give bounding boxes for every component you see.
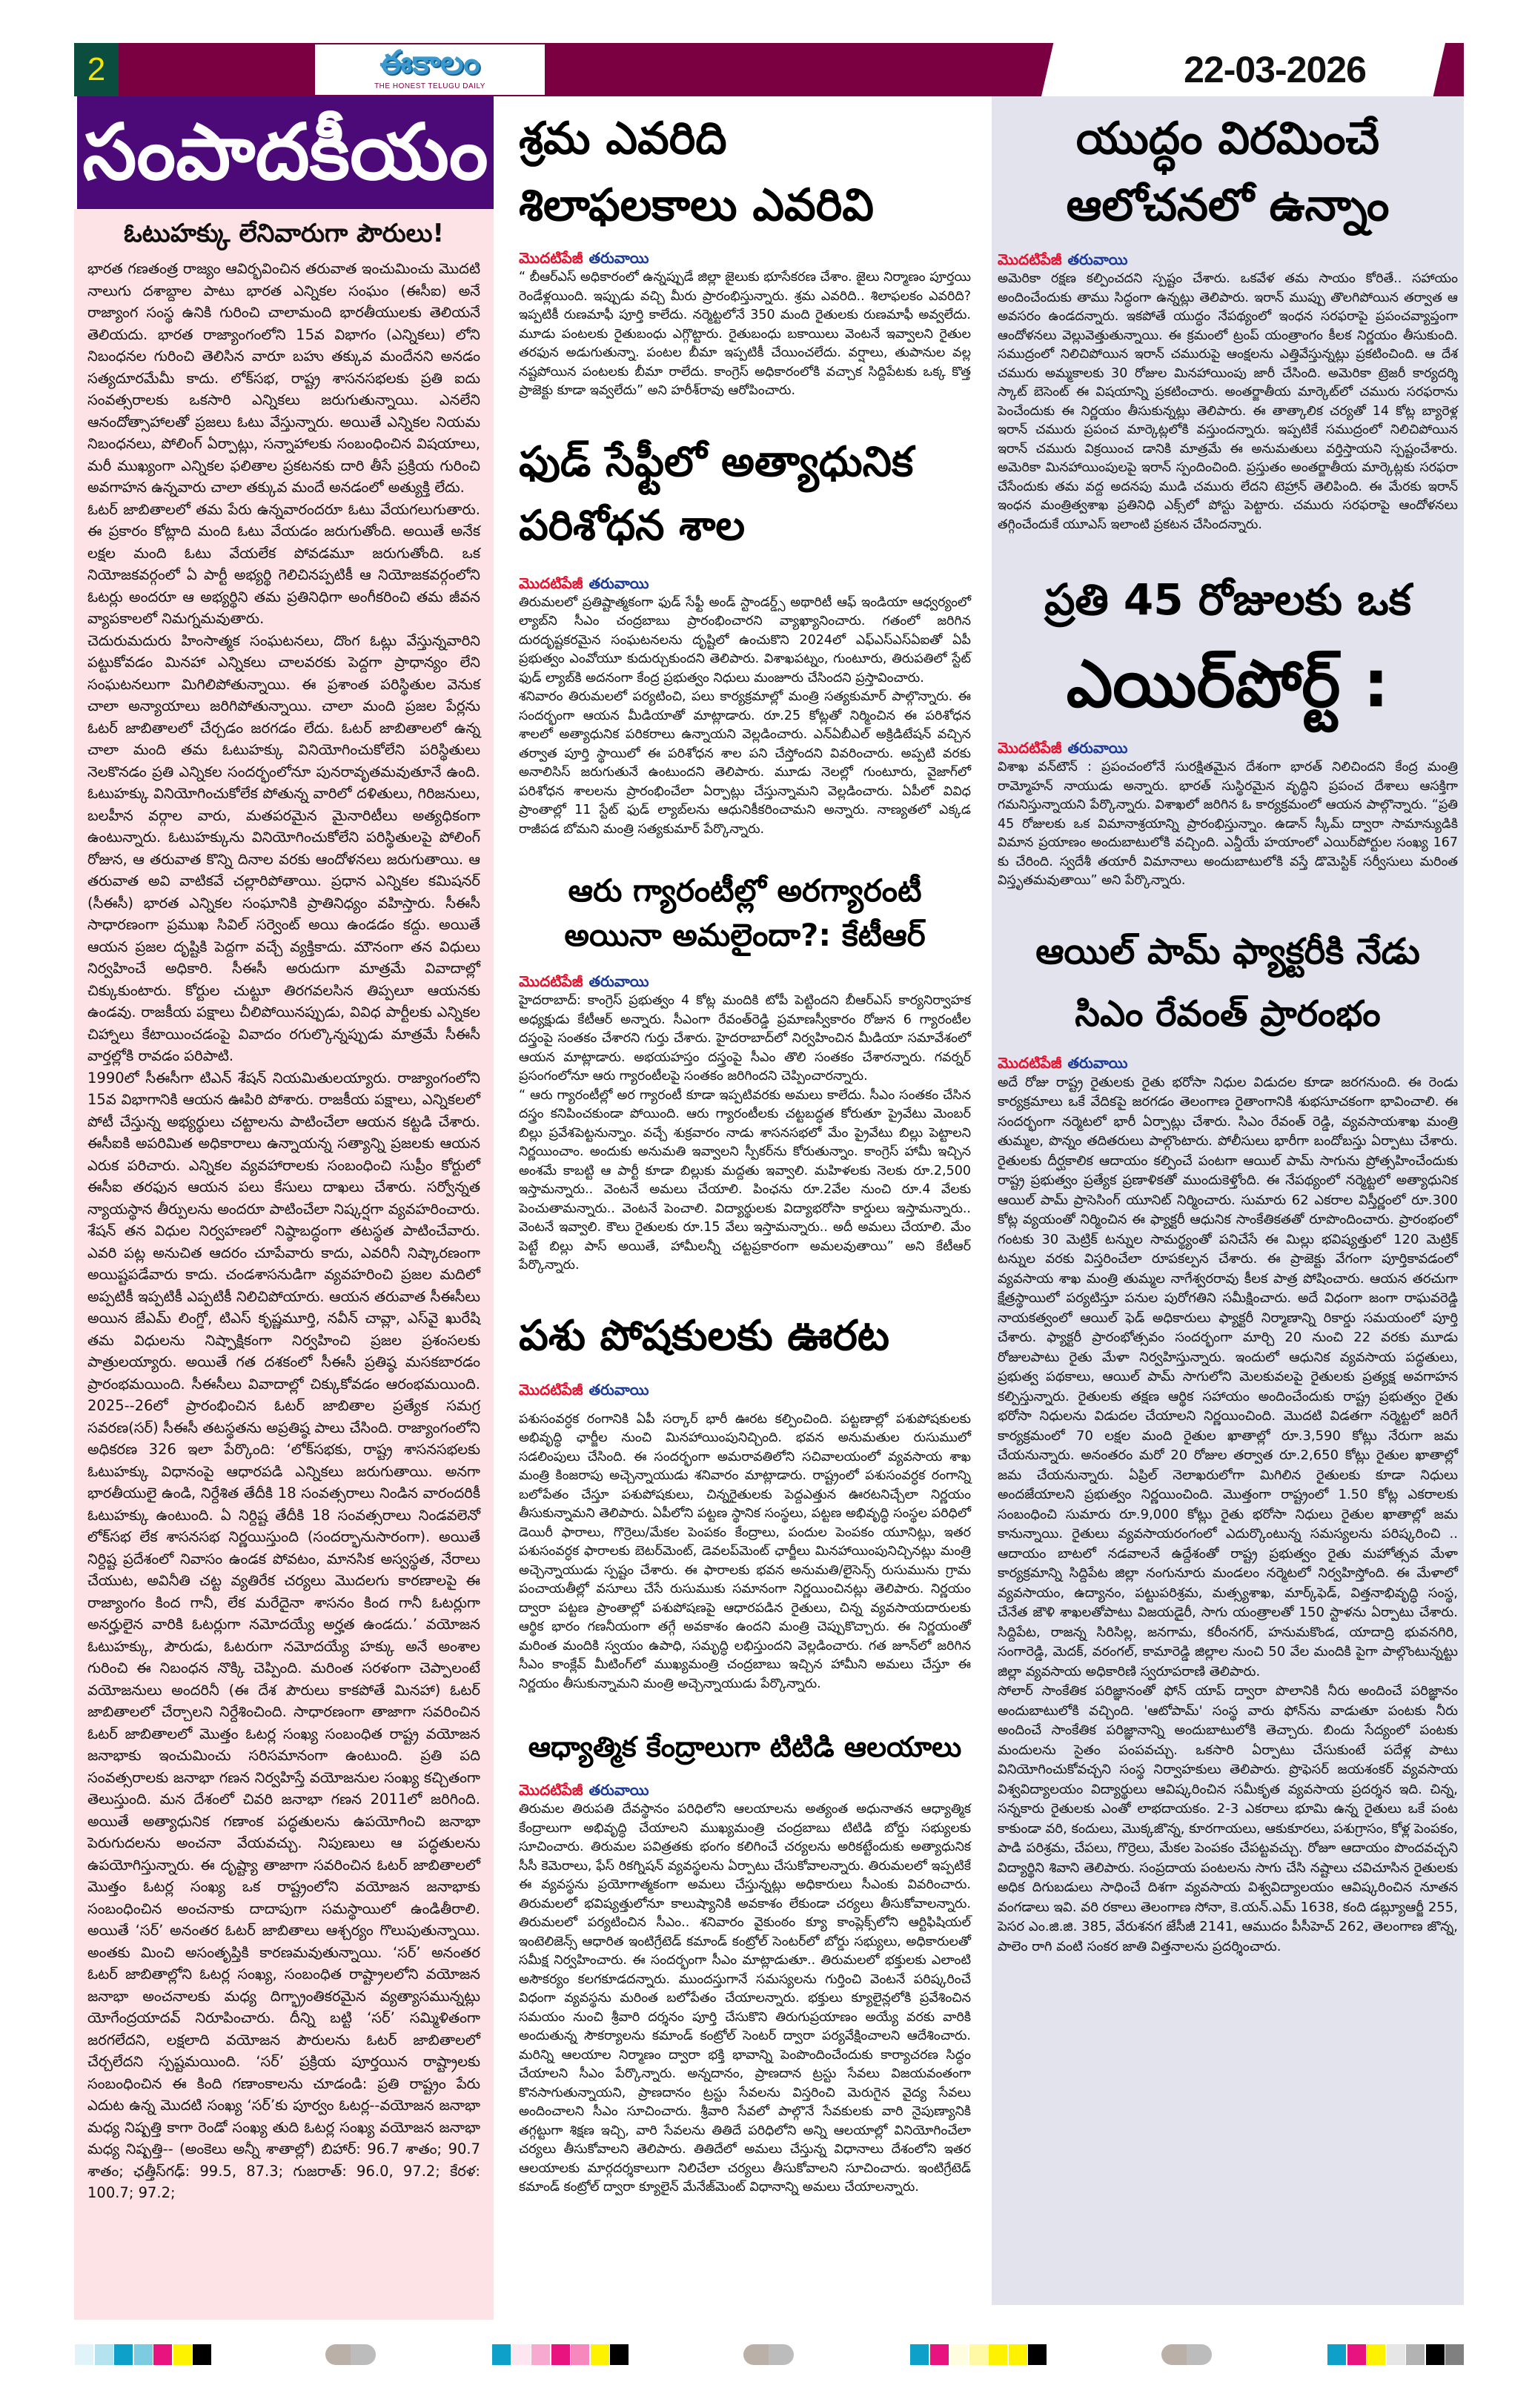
- continued-byline: [519, 248, 971, 268]
- article-shrama: [519, 105, 971, 401]
- color-swatch: [571, 2344, 589, 2365]
- headline-line: ఆధ్యాత్మిక కేంద్రాలుగా టిటిడి ఆలయాలు: [528, 1731, 962, 1763]
- color-swatch: [1367, 2344, 1385, 2365]
- byline-blue: తరువాయి: [588, 574, 649, 592]
- article-airport: [998, 564, 1458, 891]
- byline-red: మొదటిపేజీ: [998, 1053, 1062, 1072]
- byline-red: మొదటిపేజీ: [519, 1781, 583, 1799]
- headline-line: ఎయిర్‌పోర్ట్ :: [1066, 646, 1390, 722]
- paragraph: హైదరాబాద్: కాంగ్రెస్ ప్రభుత్వం 4 కోట్ల మందికి టోపీ పెట్టిందని బీఆర్ఎస్ కార్యనిర్వాహక అధ్యక్షుడు కేటీఆర్ అన్నారు. సీఎంగా రేవంత్‌రెడ్డి ప్రమాణస్వీకారం రోజున 6 గ్యారంటీల దస్త్రంపై సంతకం చేశారని గుర్తు చేశారు. హైదరాబాద్‌లో నిర్వహించిన మీడియా సమావేశంలో ఆయన మాట్లాడారు. అభయహస్తం దస్త్రంపై సీఎం తొలి సంతకం చేశారన్నారు. గవర్నర్ ప్రసంగంలోనూ ఆరు గ్యారంటీలపై సంతకం జరిగిందని చెప్పించారన్నారు.: [519, 993, 971, 1084]
- editorial-body: [87, 258, 480, 2204]
- paragraph: సోలార్ సాంకేతిక పరిజ్ఞానంతో ఫోన్ యాప్ ద్వారా పొలానికి నీరు అందించే పరిజ్ఞానం అందుబాటులోకి వచ్చింది. 'ఆటోపామ్' సంస్థ వారు ఫోన్‌ను వాడుతూ పంటకు నీరు అందించే సాంకేతిక పరిజ్ఞానాన్ని అందుబాటులోకి తెచ్చారు. బిందు సేద్యంలో పంటకు మందులను సైతం పంపవచ్చు. ఒకసారి ఏర్పాటు చేసుకుంటే పదేళ్ల పాటు వినియోగించుకోవచ్చని సంస్థ నిర్వాహకులు తెలిపారు. ప్రొఫెసర్ జయశంకర్ వ్యవసాయ విశ్వవిద్యాలయం విద్యార్థులు ఆవిష్కరించిన సమీకృత వ్యవసాయ ప్రదర్శన ఇది. చిన్న, సన్నకారు రైతులకు ఎంతో లాభదాయకం. 2-3 ఎకరాలు భూమి ఉన్న రైతులు ఒకే పంట కాకుండా వరి, కందులు, మొక్కజొన్న, కూరగాయలు, ఆకుకూరలు, పశుగ్రాసం, కోళ్ల పెంపకం, పాడి పరిశ్రమ, చేపలు, గొర్రెలు, మేకల పెంపకం చేపట్టవచ్చు. రోజూ ఆదాయం పొందవచ్చని విద్యార్థిని శివాని తెలిపారు. సంప్రదాయ పంటలను సాగు చేసి నష్టాలు చవిచూసిన రైతులకు అధిక దిగుబడులు సాధించే దిశగా వ్యవసాయ విశ్వవిద్యాలయం ఆవిష్కరించిన నూతన వంగడాలు ఇవి. వరి రకాలు తెలంగాణ సోనా, కె.యన్.ఎమ్ 1638, కంది డబ్ల్యూఆర్జీ 255, పెసర ఎం.జి.జి. 385, వేరుశనగ జేసీజీ 2141, ఆముదం పీసీహెచ్ 262, తెలంగాణ జొన్న, పాలెం రాగి వంటి సంకర జాతి విత్తనాలను ప్రదర్శించారు.: [998, 1683, 1458, 1954]
- color-swatch: [1426, 2344, 1445, 2365]
- color-swatch: [610, 2344, 629, 2365]
- color-swatch: [75, 2344, 93, 2365]
- color-swatch: [173, 2344, 192, 2365]
- color-swatch: [1406, 2344, 1425, 2365]
- article-livestock: [519, 1305, 971, 1694]
- byline-blue: తరువాయి: [588, 249, 649, 267]
- article-ktr: [519, 869, 971, 1276]
- color-swatch: [134, 2344, 153, 2365]
- article-food-safety: [519, 431, 971, 840]
- paragraph: తిరుమల తిరుపతి దేవస్థానం పరిధిలోని ఆలయాలను అత్యంత అధునాతన ఆధ్యాత్మిక కేంద్రాలుగా అభివృద్ధి చేయాలని ముఖ్యమంత్రి చంద్రబాబు టిటిడి బోర్డు సభ్యులకు సూచించారు. తిరుమల పవిత్రతకు భంగం కలిగించే చర్యలను అరికట్టేందుకు అత్యాధునిక సీసీ కెమెరాలు, ఫేస్ రికగ్నిషన్ వ్యవస్థలను ఏర్పాటు చేసుకోవాలన్నారు. తిరుమలలో ఇప్పటికే ఈ వ్యవస్థను ప్రయోగాత్మకంగా అమలు చేస్తున్నట్లు అధికారులు సీఎంకు వివరించారు. తిరుమలలో భవిష్యత్తులోనూ కాలుష్యానికి అవకాశం లేకుండా చర్యలు తీసుకోవాలన్నారు. తిరుమలలో పర్యటించిన సీఎం.. శనివారం వైకుంఠం క్యూ కాంప్లెక్స్‌లోని ఆర్టిఫిషియల్ ఇంటెలిజెన్స్ ఆధారిత ఇంటిగ్రేటెడ్ కమాండ్ కంట్రోల్ సెంటర్‌లో బోర్డు సభ్యులు, అధికారులతో సమీక్ష నిర్వహించారు. ఈ సందర్భంగా సీఎం మాట్లాడుతూ.. తిరుమలలో భక్తులకు ఎలాంటి అసౌకర్యం కలగకూడదన్నారు. ముందస్తుగానే సమస్యలను గుర్తించి వెంటనే పరిష్కరించే విధంగా వ్యవస్థను మరింత బలోపేతం చేయాలన్నారు. భక్తులు క్యూలైన్లలోకి ప్రవేశించిన సమయం నుంచి శ్రీవారి దర్శనం పూర్తి చేసుకొని తిరుగుప్రయాణం అయ్యే వరకు వారికి అందుతున్న సౌకర్యాలను కమాండ్ కంట్రోల్ సెంటర్ ద్వారా పర్యవేక్షించాలని ఆదేశించారు. మరిన్ని ఆలయాల నిర్మాణం ద్వారా భక్తి భావాన్ని పెంపొందించేందుకు కార్యాచరణ సిద్ధం చేయాలని సీఎం పేర్కొన్నారు. అన్నదానం, ప్రాణదాన ట్రస్టు సేవలు విజయవంతంగా కొనసాగుతున్నాయని, ప్రాణదానం ట్రస్టు సేవలను విస్తరించి మెరుగైన వైద్య సేవలు అందించాలని సీఎం సూచించారు. శ్రీవారి సేవలో పాల్గొనే సేవకులకు వారి నైపుణ్యానికి తగ్గట్టుగా శిక్షణ ఇచ్చి, వారి సేవలను తితిదే పరిధిలోని అన్ని ఆలయాల్లో వినియోగించేలా చర్యలు తీసుకోవాలని తెలిపారు. తితిదేలో అమలు చేస్తున్న విధానాలు దేశంలోని ఇతర ఆలయాలకు మార్గదర్శకాలుగా నిలిచేలా చర్యలు తీసుకోవాలని సూచించారు. ఇంటిగ్రేటెడ్ కమాండ్ కంట్రోల్ ద్వారా క్యూలైన్ మేనేజ్‌మెంట్ విధానాన్ని అమలు చేయాలన్నారు.: [519, 1802, 971, 2195]
- color-swatch: [910, 2344, 929, 2365]
- color-swatch: [492, 2344, 511, 2365]
- paragraph: 1990లో సీఈసీగా టిఎన్ శేషన్ నియమితులయ్యారు. రాజ్యాంగంలోని 15వ విభాగానికి ఆయన ఊపిరి పోశారు. రాజకీయ పక్షాలు, ఎన్నికలలో పోటీ చేస్తున్న అభ్యర్థులు చట్టాలను పాటించేలా ఆయన కట్టడి చేశారు. ఈసీఐకి అపరిమిత అధికారాలు ఉన్నాయన్న సత్యాన్ని ప్రజలకు ఆయన ఎరుక పరిచారు. ఎన్నికల వ్యవహారాలకు సంబంధించి సుప్రీం కోర్టులో ఈసీఐ తరఫున ఆయన పలు కేసులు దాఖలు చేశారు. సర్వోన్నత న్యాయస్థాన తీర్పులను అందరూ పాటించేలా నిష్కర్షగా వ్యవహరించారు. శేషన్ తన విధుల నిర్వహణలో నిష్ఠాబద్ధంగా తటస్థత పాటించేవారు. ఎవరి పట్ల అనుచిత ఆదరం చూపేవారు కాదు, ఎవరినీ నిష్కారణంగా అయిష్టపడేవారు కాదు. చండశాసనుడిగా వ్యవహరించి ప్రజల మదిలో అప్పటికీ ఇప్పటికీ ఎప్పటికీ నిలిచిపోయారు. ఆయన తరువాత సీఈసీలు అయిన జేఎమ్ లింగ్డో, టిఎస్ కృష్ణమూర్తి, నవీన్ చావ్లా, ఎస్‌వై ఖురేషి తమ విధులను నిష్పాక్షికంగా నిర్వహించి ప్రజల ప్రశంసలకు పాత్రులయ్యారు. అయితే గత దశకంలో సీఈసీ ప్రతిష్ఠ మసకబారడం ప్రారంభమయింది. సీఈసీలు వివాదాల్లో చిక్కుకోవడం ఆరంభమయింది. 2025--26లో ప్రారంభించిన ఓటర్ జాబితాల ప్రత్యేక సమగ్ర సవరణ(సర్) సీఈసీ తటస్థతను అప్రతిష్ఠ పాలు చేసింది. రాజ్యాంగంలోని అధికరణ 326 ఇలా పేర్కొంది: ‘లోక్‌సభకు, రాష్ట్ర శాసనసభలకు ఓటుహక్కు విధానంపై ఆధారపడి ఎన్నికలు జరుగుతాయి. అనగా భారతీయులై ఉండి, నిర్దేశిత తేదీకి 18 సంవత్సరాలు నిండిన వారందరికీ ఓటుహక్కు ఉంటుంది. ఏ నిర్దిష్ట తేదీకి 18 సంవత్సరాలు నిండవలెనో లోక్‌సభ లేక శాసనసభ నిర్ణయిస్తుంది (సందర్భానుసారంగా). అయితే నిర్దిష్ట ప్రదేశంలో నివాసం ఉండక పోవటం, మానసిక అస్వస్థత, నేరాలు చేయుట, అవినీతి చట్ట వ్యతిరేక చర్యలు మొదలగు కారణాలపై ఈ రాజ్యాంగం కింద గానీ, లేక మరేదైనా శాసనం కింద గానీ ఓటర్లుగా అనర్హులైన వారికి ఓటర్లుగా నమోదయ్యే అర్హత ఉండదు.’ వయోజన ఓటుహక్కు, పౌరుడు, ఓటరుగా నమోదయ్యే హక్కు అనే అంశాల గురించి ఈ నిబంధన నొక్కి చెప్పింది. మరింత సరళంగా చెప్పాలంటే వయోజనులు అందరినీ (ఈ దేశ పౌరులు కాకపోతే మినహా) ఓటర్ జాబితాలలో చేర్చాలని నిర్దేశించింది. సాధారణంగా తాజాగా సవరించిన ఓటర్ జాబితాలలో మొత్తం ఓటర్ల సంఖ్య సంబంధిత రాష్ట్ర వయోజన జనాభాకు ఇంచుమించు సరిసమానంగా ఉంటుంది. ప్రతి పది సంవత్సరాలకు జనాభా గణన నిర్వహిస్తే వయోజనుల సంఖ్య కచ్చితంగా తెలుస్తుంది. మన దేశంలో చివరి జనాభా గణన 2011లో జరిగింది. అయితే అత్యాధునిక గణాంక పద్ధతులను ఉపయోగించి జనాభా పెరుగుదలను అంచనా వేయవచ్చు. నిపుణులు ఆ పద్ధతులను ఉపయోగిస్తున్నారు. ఈ దృష్ట్యా తాజాగా సవరించిన ఓటర్ జాబితాలలో మొత్తం ఓటర్ల సంఖ్య ఒక రాష్ట్రంలోని వయోజన జనాభాకు సంబంధించిన అంచనాకు దాదాపుగా సమస్థాయిలో ఉండితీరాలి. అయితే ‘సర్’ అనంతర ఓటర్ జాబితాలు ఆశ్చర్యం గొలుపుతున్నాయి. అంతకు మించి అసంతృప్తికి కారణమవుతున్నాయి. ‘సర్’ అనంతర ఓటర్ జాబితాల్లోని ఓటర్ల సంఖ్య, సంబంధిత రాష్ట్రాలలోని వయోజన జనాభా అంచనాలకు మధ్య దిగ్భ్రాంతికరమైన వ్యత్యాసమున్నట్లు యోగేంద్రయాదవ్ నిరూపించారు. దీన్ని బట్టి ‘సర్’ సమ్మిళితంగా జరగలేదని, లక్షలాది వయోజన పౌరులను ఓటర్ జాబితాలలో చేర్చలేదని స్పష్టమయింది. ‘సర్’ ప్రక్రియ పూర్తయిన రాష్ట్రాలకు సంబంధించిన ఈ కింది గణాంకాలను చూడండి: ప్రతి రాష్ట్రం పేరు ఎదుట ఉన్న మొదటి సంఖ్య ‘సర్’కు పూర్వం ఓటర్ల--వయోజన జనాభా మధ్య నిష్పత్తి కాగా రెండో సంఖ్య తుది ఓటర్ల సంఖ్య వయోజన జనాభా మధ్య నిష్పత్తి-- (అంకెలు అన్నీ శాతాల్లో) బిహార్: 96.7 శాతం; 90.7 శాతం; ఛత్తీస్‌గఢ్: 99.5, 87.3; గుజరాత్: 96.0, 97.2; కేరళ: 100.7; 97.2;: [87, 1069, 480, 2201]
- byline-red: మొదటిపేజీ: [998, 251, 1062, 268]
- headline-line: ప్రతి 45 రోజులకు ఒక: [1044, 574, 1411, 625]
- byline-blue: తరువాయి: [588, 972, 649, 990]
- color-swatch: [551, 2344, 570, 2365]
- article-headline: [519, 105, 971, 239]
- continued-byline: [519, 1379, 971, 1400]
- article-headline: [998, 921, 1458, 1045]
- color-swatch: [591, 2344, 609, 2365]
- article-body: [519, 1410, 971, 1694]
- paragraph: శనివారం తిరుమలలో పర్యటించి, పలు కార్యక్రమాల్లో మంత్రి సత్యకుమార్ పాల్గొన్నారు. ఈ సందర్భంగా ఆయన మీడియాతో మాట్లాడారు. రూ.25 కోట్లతో నిర్మించిన ఈ పరిశోధన శాలలో అత్యాధునిక పరికరాలు ఉన్నాయని వెల్లడించారు. ఎన్ఏబీఎల్ అక్రిడిటేషన్ వచ్చిన తర్వాత పూర్తి స్థాయిలో ఈ పరిశోధన శాల పని చేస్తోందని వివరించారు. అప్పటి వరకు అనాలిసిస్ జరుగుతునే ఉంటుందని తెలిపారు. మూడు నెలల్లో గుంటూరు, వైజాగ్‌లో పరిశోధన శాలలను ప్రారంభించేలా ఏర్పాట్లు చేస్తున్నామని వెల్లడించారు. ఏపీలో వివిధ ప్రాంతాల్లో 11 స్టేట్ ఫుడ్ ల్యాబ్‌లను ఆధునికీకరించామని అన్నారు. నాణ్యతలో ఎక్కడ రాజీపడ బోమని మంత్రి సత్యకుమార్ పేర్కొన్నారు.: [519, 689, 971, 837]
- article-body: [519, 992, 971, 1276]
- headline-line: సిఎం రేవంత్ ప్రారంభం: [1075, 992, 1381, 1035]
- headline-line: అయినా అమలైందా?: కేటీఆర్: [564, 917, 926, 953]
- byline-red: మొదటిపేజీ: [519, 574, 583, 592]
- logo-text: ఈకాలం: [379, 44, 480, 82]
- registration-mark: [743, 2344, 794, 2365]
- color-swatch: [969, 2344, 988, 2365]
- headline-line: శ్రమ ఎవరిది: [519, 113, 727, 165]
- article-body: [519, 594, 971, 840]
- color-swatch: [1028, 2344, 1047, 2365]
- color-swatch: [153, 2344, 172, 2365]
- page-number: 2: [74, 43, 119, 96]
- article-body: [998, 270, 1458, 534]
- paragraph: “ ఆరు గ్యారంటీల్లో అర గ్యారంటీ కూడా ఇప్పటివరకు అమలు కాలేదు. సీఎం సంతకం చేసిన దస్త్రం కనిపించకుండా పోయింది. ఆరు గ్యారంటీలకు చట్టబద్ధత కోరుతూ ప్రైవేటు మెంబర్ బిల్లు ప్రవేశపెట్టనున్నాం. వచ్చే శుక్రవారం నాడు శాసనసభలో మేం ప్రైవేటు బిల్లు పెట్టాలని నిర్ణయించాం. అందుకు అనుమతి ఇవ్వాలని స్పీకర్‌ను కోరుతున్నాం. కాంగ్రెస్ హామీ ఇచ్చిన అంశమే కాబట్టి ఆ పార్టీ కూడా బిల్లుకు మద్దతు ఇవ్వాలి. మహిళలకు నెలకు రూ.2,500 ఇస్తామన్నారు.. వెంటనే అమలు చేయాలి. పింఛను రూ.2వేల నుంచి రూ.4 వేలకు పెంచుతామన్నారు.. వెంటనే పెంచాలి. విద్యార్థులకు విద్యాభరోసా కార్డులు ఇస్తామన్నారు.. వెంటనే ఇవ్వాలి. కౌలు రైతులకు రూ.15 వేలు ఇస్తామన్నారు.. అదీ అమలు చేయాలి. మేం పెట్టే బిల్లు పాస్ అయితే, హామీలన్నీ చట్టప్రకారంగా అమలవుతాయి” అని కేటీఆర్ పేర్కొన్నారు.: [519, 1087, 971, 1273]
- paragraph: విశాఖ వన్‌టౌన్ : ప్రపంచంలోనే సురక్షితమైన దేశంగా భారత్ నిలిచిందని కేంద్ర మంత్రి రామ్మోహన్ నాయుడు అన్నారు. భారత్ సుస్థిరమైన వృద్ధిని ప్రపంచ దేశాలు ఆసక్తిగా గమనిస్తున్నాయని పేర్కొన్నారు. విశాఖలో జరిగిన ఓ కార్యక్రమంలో ఆయన పాల్గొన్నారు. “ప్రతి 45 రోజులకు ఒక విమానాశ్రయాన్ని ప్రారంభిస్తున్నాం. ఉడాన్ స్కీమ్ ద్వారా సామాన్యుడికి విమాన ప్రయాణం అందుబాటులోకి వచ్చింది. ఎన్డీయే హయాంలో ఎయిర్‌పోర్టుల సంఖ్య 167 కు చేరింది. స్వదేశీ తయారీ విమానాలు అందుబాటులోకి వస్తే డొమెస్టిక్ సర్వీసులు మరింత విస్తృతమవుతాయి” అని పేర్కొన్నారు.: [998, 760, 1458, 888]
- article-body: [998, 1073, 1458, 1957]
- headline-line: యుద్ధం విరమించే: [1075, 113, 1380, 165]
- paragraph: ఓటర్ జాబితాలలో తమ పేరు ఉన్నవారందరూ ఓటు వేయగలుగుతారు. ఈ ప్రకారం కోట్లాది మంది ఓటు వేయడం జరుగుతోంది. అయితే అనేక లక్షల మంది ఓటు వేయలేక పోవడమూ జరుగుతోంది. ఒక నియోజకవర్గంలో ఏ పార్టీ అభ్యర్థి గెలిచినప్పటికీ ఆ నియోజకవర్గంలోని ఓటర్లు అందరూ ఆ అభ్యర్థిని తమ ప్రతినిధిగా అంగీకరించి తమ జీవన వ్యాపకాలలో నిమగ్నమవుతారు.: [87, 500, 480, 627]
- color-swatch: [1327, 2344, 1346, 2365]
- article-headline: [519, 1723, 971, 1771]
- byline-blue: తరువాయి: [1067, 739, 1128, 757]
- byline-red: మొదటిపేజీ: [519, 249, 583, 267]
- headline-line: ఫుడ్ సేఫ్టీలో అత్యాధునిక: [519, 437, 914, 486]
- logo-tagline: THE HONEST TELUGU DAILY: [374, 82, 485, 90]
- registration-mark: [325, 2344, 376, 2365]
- issue-date: 22-03-2026: [1184, 49, 1366, 90]
- paragraph: చెదురుమదురు హింసాత్మక సంఘటనలు, దొంగ ఓట్లు వేస్తున్నవారిని పట్టుకోవడం మినహా ఎన్నికలు చాలవరకు పెద్దగా ప్రాధాన్యం లేని సంఘటనలుగా మిగిలిపోతున్నాయి. ఈ ప్రశాంత పరిస్థితుల వెనుక చాలా అన్యాయాలు జరిగిపోతున్నాయి. చాలా మంది ప్రజల పేర్లను ఓటర్ జాబితాలలో చేర్చడం జరగడం లేదు. ఓటర్ జాబితాలలో ఉన్న చాలా మంది తమ ఓటుహక్కు వినియోగించుకోలేని పరిస్థితులు నెలకొనడం ప్రతి ఎన్నికల సందర్భంలోనూ పునరావృతమవుతూనే ఉంది. ఓటుహక్కు వినియోగించుకోలేక పోతున్న వారిలో దళితులు, గిరిజనులు, బలహీన వర్గాల వారు, మతపరమైన మైనారిటీలు అత్యధికంగా ఉంటున్నారు. ఓటుహక్కును వినియోగించుకోలేని పరిస్థితులపై పోలింగ్ రోజున, ఆ తరువాత కొన్ని దినాల వరకు ఆందోళనలు జరుగుతాయి. ఆ తరువాత అవి వాటికవే చల్లారిపోతాయి. ప్రధాన ఎన్నికల కమిషనర్ (సీఈసీ) భారత ఎన్నికల సంఘానికి ప్రాతినిధ్యం వహిస్తారు. సీఈసీ సాధారణంగా ప్రముఖ సివిల్ సర్వెంట్ అయి ఉండడం కద్దు. అయితే ఆయన ప్రజల దృష్టికి పెద్దగా వచ్చే వ్యక్తికాదు. మౌనంగా తన విధులు నిర్వహించే అధికారి. సీఈసీ అరుదుగా మాత్రమే వివాదాల్లో చిక్కుకుంటారు. కోర్టుల చుట్టూ తిరగవలసిన తిప్పలూ ఆయనకు ఉండవు. రాజకీయ పక్షాలు చీలిపోయినప్పుడు, వివిధ పార్టీలకు ఎన్నికల చిహ్నాలు కేటాయించడంపై వివాదం రగుల్కొన్నప్పుడు మాత్రమే సీఈసీ వార్తల్లోకి రావడం పరిపాటి.: [87, 631, 480, 1064]
- color-swatch: [193, 2344, 211, 2365]
- byline-blue: తరువాయి: [1067, 1053, 1128, 1072]
- article-headline: [519, 431, 971, 558]
- color-swatch: [1445, 2344, 1464, 2365]
- editorial-section-title: సంపాదకీయం: [77, 96, 494, 209]
- color-swatch: [1387, 2344, 1405, 2365]
- paragraph: భారత గణతంత్ర రాజ్యం ఆవిర్భవించిన తరువాత ఇంచుమించు మొదటి నాలుగు దశాబ్దాల పాటు భారత ఎన్నికల సంఘం (ఈసీఐ) అనే రాజ్యాంగ సంస్థ ఉనికి గురించి చాలామంది భారతీయులకు తెలియనే తెలియదు. భారత రాజ్యాంగంలోని 15వ విభాగం (ఎన్నికలు) లోని నిబంధనల గురించి తెలిసిన వారూ బహు తక్కువ మందేనని అనడం సత్యదూరమేమీ కాదు. లోక్‌సభ, రాష్ట్ర శాసనసభలకు ప్రతి ఐదు సంవత్సరాలకు ఒకసారి ఎన్నికలు జరుగుతున్నాయి. ఎనలేని ఆనందోత్సాహాలతో ప్రజలు ఓటు వేస్తున్నారు. అయితే ఎన్నికల నియమ నిబంధనలు, పోలింగ్ ఏర్పాట్లు, సన్నాహాలకు సంబంధించిన విషయాలు, మరీ ముఖ్యంగా ఎన్నికల ఫలితాల ప్రకటనకు దారి తీసే ప్రక్రియ గురించి అవగాహన ఉన్నవారు చాలా తక్కువ మందే అనడంలో అత్యుక్తి లేదు.: [87, 260, 480, 496]
- headline-line: ఆయిల్ పామ్ ఫ్యాక్టరీకి నేడు: [1035, 930, 1420, 972]
- paragraph: పశుసంవర్ధక రంగానికి ఏపీ సర్కార్ భారీ ఊరట కల్పించింది. పట్టణాల్లో పశుపోషకులకు అభివృద్ధి ఛార్జీల నుంచి మినహాయింపునిచ్చింది. భవన అనుమతుల రుసుములో సడలింపులు చేసింది. ఈ సందర్భంగా అమరావతిలోని సచివాలయంలో వ్యవసాయ శాఖ మంత్రి కింజరాపు అచ్చెన్నాయుడు శనివారం మాట్లాడారు. రాష్ట్రంలో పశుసంవర్ధక రంగాన్ని బలోపేతం చేస్తూ పశుపోషకులు, చిన్నరైతులకు పెద్దఎత్తున ఊరటనిచ్చేలా నిర్ణయం తీసుకున్నామని తెలిపారు. ఏపీలోని పట్టణ స్థానిక సంస్థలు, పట్టణ అభివృద్ధి సంస్థల పరిధిలో డెయిరీ ఫారాలు, గొర్రెలు/మేకల పెంపకం కేంద్రాలు, పందుల పెంపకం యూనిట్లు, ఇతర పశుసంవర్ధక ఫారాలకు బెటర్‌మెంట్, డెవలప్‌మెంట్ ఛార్జీలు మినహాయింపునిచ్చినట్లు మంత్రి అచ్చెన్నాయుడు స్పష్టం చేశారు. ఈ ఫారాలకు భవన అనుమతి/లైసెన్స్ రుసుమును గ్రామ పంచాయతీల్లో వసూలు చేసే రుసుముకు సమానంగా నిర్ణయించినట్లు తెలిపారు. నిర్ణయం ద్వారా పట్టణ ప్రాంతాల్లో పశుపోషణపై ఆధారపడిన రైతులు, చిన్న వ్యవసాయదారులకు ఆర్థిక భారం గణనీయంగా తగ్గే అవకాశం ఉందని మంత్రి చెప్పుకొచ్చారు. ఈ నిర్ణయంతో మరింత మందికి స్వయం ఉపాధి, సమృద్ధి లభిస్తుందని వెల్లడించారు. గత జూన్‌లో జరిగిన సీఎం కాంక్లేవ్ మీటింగ్‌లో ముఖ్యమంత్రి చంద్రబాబు ఇచ్చిన హామీని అమలు చేస్తూ ఈ నిర్ణయం తీసుకున్నామని మంత్రి అచ్చెన్నాయుడు పేర్కొన్నారు.: [519, 1411, 971, 1691]
- continued-byline: [998, 1052, 1458, 1073]
- byline-blue: తరువాయి: [588, 1380, 649, 1399]
- editorial-headline: ఓటుహక్కు లేనివారుగా పౌరులు!: [123, 219, 445, 248]
- paragraph: తిరుమలలో ప్రతిష్టాత్మకంగా ఫుడ్ సేఫ్టీ అండ్ స్టాండర్డ్స్ అథారిటీ ఆఫ్ ఇండియా ఆధ్వర్యంలో ల్యాబ్‌ని సీఎం చంద్రబాబు ప్రారంభించారని వ్యాఖ్యానించారు. గతంలో జరిగిన దురదృష్టకరమైన సంఘటనలను దృష్టిలో ఉంచుకొని 2024లో ఎఫ్ఎస్ఎస్ఏఐతో ఏపీ ప్రభుత్వం ఎంవోయూ కుదుర్చుకుందని తెలిపారు. విశాఖపట్నం, గుంటూరు, తిరుపతిలో స్టేట్ ఫుడ్ ల్యాబ్‌కి అదనంగా కేంద్ర ప్రభుత్వం నిధులు మంజూరు చేసిందని ప్రస్తావించారు.: [519, 594, 971, 686]
- continued-byline: [998, 249, 1458, 270]
- headline-line: పశు పోషకులకు ఊరట: [519, 1311, 890, 1360]
- article-headline: [998, 105, 1458, 239]
- right-column: [992, 96, 1464, 2305]
- registration-mark: [1161, 2344, 1212, 2365]
- article-body: [998, 758, 1458, 891]
- article-body: [519, 268, 971, 401]
- continued-byline: [519, 971, 971, 992]
- byline-red: మొదటిపేజీ: [519, 1380, 583, 1399]
- byline-red: మొదటిపేజీ: [519, 972, 583, 990]
- color-swatch: [1347, 2344, 1366, 2365]
- paragraph: అమెరికా రక్షణ కల్పించదని స్పష్టం చేశారు. ఒకవేళ తమ సాయం కోరితే.. సహాయం అందించేందుకు తాము సిద్ధంగా ఉన్నట్లు తెలిపారు. ఇరాన్ ముప్పు తొలగిపోయిన తర్వాత ఆ అవసరం ఉండదన్నారు. ఇకపోతే యుద్ధం నేపథ్యంలో ఇంధన సరఫరాపై ప్రపంచవ్యాప్తంగా ఆందోళనలు వెల్లువెత్తుతున్నాయి. ఈ క్రమంలో ట్రంప్ యంత్రాంగం కీలక నిర్ణయం తీసుకుంది. సముద్రంలో నిలిచిపోయిన ఇరాన్ చమురుపై ఆంక్షలను ఎత్తివేస్తున్నట్లు ప్రకటించింది. ఆ దేశ చమురు అమ్మకాలకు 30 రోజుల మినహాయింపు జారీ చేసింది. అమెరికా ట్రెజరీ కార్యదర్శి స్కాట్ బెసెంట్ ఈ విషయాన్ని ప్రకటించారు. అంతర్జాతీయ మార్కెట్‌లో చమురు సరఫరాను పెంచేందుకు ఈ నిర్ణయం తీసుకున్నట్లు తెలిపారు. ఈ తాత్కాలిక చర్యతో 14 కోట్ల బ్యారెళ్ల ఇరాన్ చమురు ప్రపంచ మార్కెట్లలోకి వస్తుందన్నారు. ఇప్పటికే సముద్రంలో నిలిచిపోయిన ఇరాన్ చమురు విక్రయించ డానికి మాత్రమే ఈ అనుమతులు వర్తిస్తాయని స్పష్టంచేశారు. అమెరికా మినహాయింపులపై ఇరాన్ స్పందించింది. ప్రస్తుతం అంతర్జాతీయ మార్కెట్లకు సరఫరా చేసేందుకు తమ వద్ద అదనపు ముడి చమురు లేదని టెహ్రాన్ తెలిపింది. ఈ మేరకు ఇరాన్ ఇంధన మంత్రిత్వశాఖ ప్రతినిధి ఎక్స్‌లో పోస్టు పెట్టారు. చమురు సరఫరాపై ఆందోళనలు తగ్గించేందుకే యూఎస్ ఇలాంటి ప్రకటన చేసిందన్నారు.: [998, 271, 1458, 532]
- color-swatch: [512, 2344, 531, 2365]
- paragraph: అదే రోజు రాష్ట్ర రైతులకు రైతు భరోసా నిధుల విడుదల కూడా జరగనుంది. ఈ రెండు కార్యక్రమాలు ఒకే వేదికపై జరగడం తెలంగాణ రైతాంగానికి శుభసూచకంగా భావించాలి. ఈ సందర్భంగా నర్మెటలో భారీ ఏర్పాట్లు చేశారు. సిఎం రేవంత్ రెడ్డి, వ్యవసాయశాఖ మంత్రి తుమ్మల, పొన్నం తదితరులు పాల్గొంటారు. పోలీసులు భారీగా బందోబస్తు ఏర్పాటు చేశారు. రైతులకు దీర్ఘకాలిక ఆదాయం కల్పించే పంటగా ఆయిల్ పామ్ సాగును ప్రోత్సహించేందుకు రాష్ట్ర ప్రభుత్వం ప్రత్యేక ప్రణాళికతో ముందుకెళ్తోంది. ఈ నేపథ్యంలో నర్మెట్టలో అత్యాధునిక ఆయిల్ పామ్ ప్రాసెసింగ్ యూనిట్ నిర్మించారు. సుమారు 62 ఎకరాల విస్తీర్ణంలో రూ.300 కోట్ల వ్యయంతో నిర్మించిన ఈ ఫ్యాక్టరీ ఆధునిక సాంకేతికతతో రూపొందించారు. ప్రారంభంలో గంటకు 30 మెట్రిక్ టన్నుల సామర్థ్యంతో పనిచేసే ఈ మిల్లు భవిష్యత్తులో 120 మెట్రిక్ టన్నుల వరకు విస్తరించేలా రూపకల్పన చేశారు. ఈ ప్రాజెక్టు వేగంగా పూర్తికావడంలో వ్యవసాయ శాఖ మంత్రి తుమ్మల నాగేశ్వరరావు కీలక పాత్ర పోషించారు. ఆయన తరచుగా క్షేత్రస్థాయిలో పర్యటిస్తూ పనుల పురోగతిని సమీక్షించారు. అదే విధంగా జంగా రాఘవరెడ్డి నాయకత్వంలో ఆయిల్ ఫెడ్ అధికారులు ఫ్యాక్టరీ నిర్మాణాన్ని రికార్డు సమయంలో పూర్తి చేశారు. ఫ్యాక్టరీ ప్రారంభోత్సవం సందర్భంగా మార్చి 20 నుంచి 22 వరకు మూడు రోజులపాటు రైతు మేళా నిర్వహిస్తున్నారు. ఇందులో ఆధునిక వ్యవసాయ పద్ధతులు, ప్రభుత్వ పథకాలు, ఆయిల్ పామ్ సాగులోని మెలకువలపై రైతులకు ప్రత్యక్ష అవగాహన కల్పిస్తున్నారు. రైతులకు తక్షణ ఆర్థిక సహాయం అందించేందుకు రాష్ట్ర ప్రభుత్వం రైతు భరోసా నిధులను విడుదల చేయాలని నిర్ణయించింది. మొదటి విడతగా నర్మెట్టలో జరిగే కార్యక్రమంలో 70 లక్షల మంది రైతుల ఖాతాల్లో రూ.3,590 కోట్లు నేరుగా జమ చేయనున్నారు. అనంతరం మరో 20 రోజుల తర్వాత రూ.2,650 కోట్లు రైతుల ఖాతాల్లో జమ చేయనున్నారు. ఏప్రిల్ నెలాఖరులోగా మిగిలిన రైతులకు కూడా నిధులు అందజేయాలని ప్రభుత్వం నిర్ణయించింది. మొత్తంగా రాష్ట్రంలో 1.50 కోట్ల ఎకరాలకు సంబంధించి సుమారు రూ.9,000 కోట్లు రైతు భరోసా నిధులు రైతుల ఖాతాల్లో జమ కానున్నాయి. రైతులు వ్యవసాయరంగంలో ఎదుర్కొంటున్న సమస్యలను పరిష్కరించి .. ఆదాయం బాటలో నడవాలనే ఉద్దేశంతో రాష్ట్ర ప్రభుత్వం రైతు మహోత్సవ మేళా కార్యక్రమాన్ని సిద్దిపేట జిల్లా నంగునూరు మండలం నర్మెటలో నిర్వహిస్తోంది. ఈ మేళాలో వ్యవసాయం, ఉద్యానం, పట్టుపరిశ్రమ, మత్స్యశాఖ, మార్క్‌ఫెడ్, విత్తనాభివృద్ధి సంస్థ, చేనేత జౌళి శాఖలతోపాటు విజయడైరీ, సాగు యంత్రాలతో 150 స్టాళను ఏర్పాటు చేశారు. సిద్దిపేట, రాజన్న సిరిసిల్ల, జనగామ, కరీంనగర్, హనుమకొండ, యాదాద్రి భువనగిరి, సంగారెడ్డి, మెదక్, వరంగల్, కామారెడ్డి జిల్లాల నుంచి 50 వేల మందికి పైగా పాల్గొంటున్నట్టు జిల్లా వ్యవసాయ అధికారిణి స్వరూపరాణి తెలిపారు.: [998, 1074, 1458, 1679]
- article-ttd: [519, 1723, 971, 2198]
- color-swatch: [114, 2344, 133, 2365]
- color-swatch: [95, 2344, 113, 2365]
- continued-byline: [998, 737, 1458, 758]
- continued-byline: [519, 1780, 971, 1800]
- color-swatch: [949, 2344, 968, 2365]
- newspaper-logo[interactable]: [315, 44, 545, 95]
- headline-line: శిలాఫలకాలు ఎవరివి: [519, 179, 874, 231]
- continued-byline: [519, 573, 971, 594]
- middle-column: [504, 96, 986, 2305]
- headline-line: ఆలోచనలో ఉన్నాం: [1066, 179, 1390, 231]
- color-swatch: [989, 2344, 1007, 2365]
- article-ceasefire: [998, 105, 1458, 534]
- color-swatch: [531, 2344, 550, 2365]
- headline-line: పరిశోధన శాల: [519, 501, 746, 550]
- article-body: [519, 1800, 971, 2198]
- article-headline: [998, 564, 1458, 733]
- article-headline: [519, 1305, 971, 1367]
- headline-line: ఆరు గ్యారంటీల్లో అరగ్యారంటీ: [568, 872, 922, 909]
- article-oil-palm: [998, 921, 1458, 1957]
- article-headline: [519, 869, 971, 958]
- color-swatch: [1009, 2344, 1027, 2365]
- paragraph: “ బీఆర్ఎస్ అధికారంలో ఉన్నప్పుడే జిల్లా జైలుకు భూసేకరణ చేశాం. జైలు నిర్మాణం పూర్తయి రెండేళ్లయింది. ఇప్పుడు వచ్చి మీరు ప్రారంభిస్తున్నారు. శ్రమ ఎవరిది.. శిలాఫలకం ఎవరిది? ఇప్పటికీ రుణమాఫీ పూర్తి కాలేదు. నర్మెట్టలోనే 350 మంది రైతులకు రుణమాఫీ అవ్వలేదు. మూడు పంటలకు రైతుబంధు ఎగ్గొట్టారు. రైతుబంధు బకాయిలు వెంటనే ఇవ్వాలని రైతుల తరఫున అడుగుతున్నా. పంటల బీమా ఇప్పటికీ చేయించలేదు. వర్షాలు, తుపానుల వల్ల నష్టపోయిన పంటలకు బీమా రాలేదు. కాంగ్రెస్ అధికారంలోకి వచ్చాక సిద్దిపేటకు ఒక్క కొత్త ప్రాజెక్టు కూడా ఇవ్వలేదు” అని హరీశ్‌రావు ఆరోపించారు.: [519, 270, 971, 398]
- editorial-article: [74, 209, 494, 2320]
- color-swatch: [930, 2344, 949, 2365]
- byline-blue: తరువాయి: [1067, 251, 1128, 268]
- byline-blue: తరువాయి: [588, 1781, 649, 1799]
- byline-red: మొదటిపేజీ: [998, 739, 1062, 757]
